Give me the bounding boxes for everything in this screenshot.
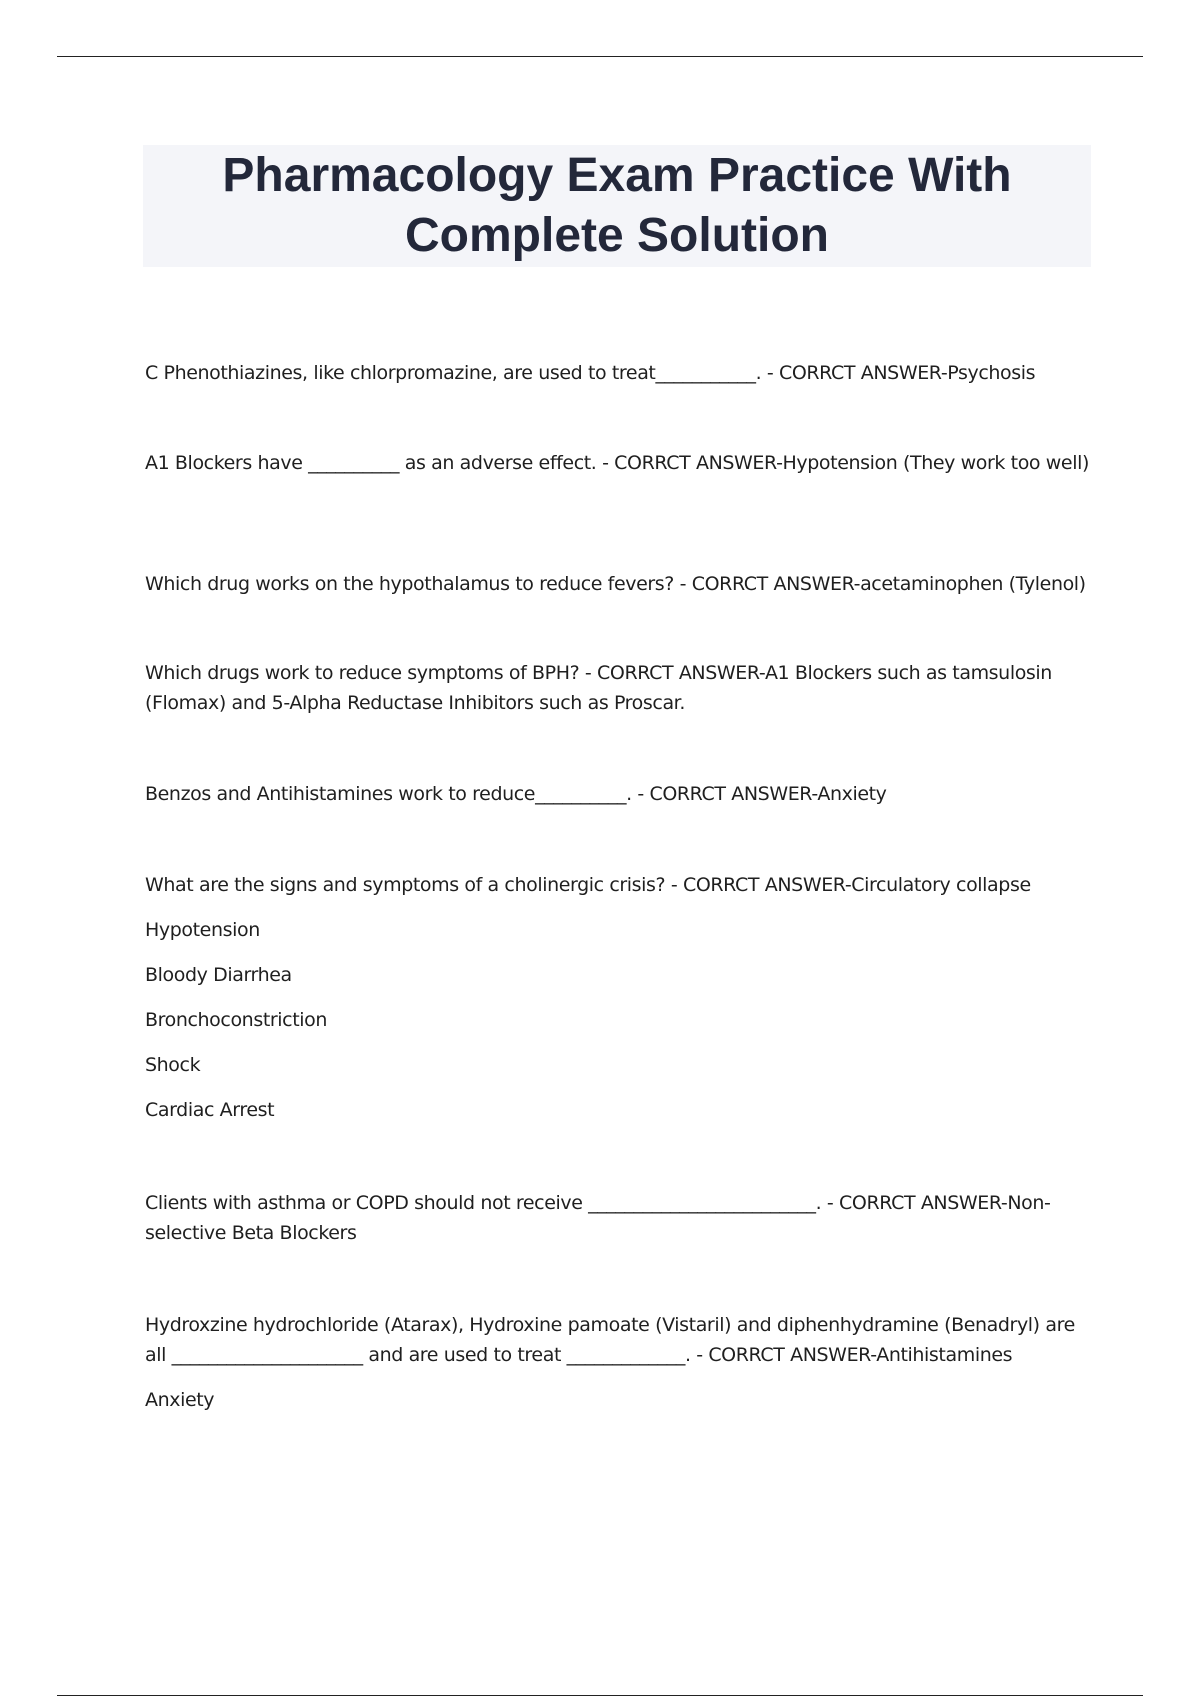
qa-text: Benzos and Antihistamines work to reduce__________. - CORRCT ANSWER-Anxiety <box>145 783 887 805</box>
qa-item <box>145 358 1095 388</box>
qa-item <box>145 658 1095 718</box>
qa-text: Which drug works on the hypothalamus to reduce fevers? - CORRCT ANSWER-acetaminophen (Tylenol) <box>145 573 1086 595</box>
qa-item <box>145 1310 1095 1415</box>
qa-text: Hydroxzine hydrochloride (Atarax), Hydroxine pamoate (Vistaril) and diphenhydramine (Benadryl) are all _____________________ and are used to treat _____________. - CORRCT ANSWER-Antihistamines <box>145 1314 1075 1366</box>
title-line-1: Pharmacology Exam Practice With <box>222 149 1012 202</box>
title-line-2: Complete Solution <box>405 209 829 262</box>
bottom-rule <box>57 1695 1143 1696</box>
answer-line: Cardiac Arrest <box>145 1099 275 1121</box>
qa-item <box>145 1188 1095 1248</box>
qa-text: C Phenothiazines, like chlorpromazine, are used to treat___________. - CORRCT ANSWER-Psychosis <box>145 362 1036 384</box>
qa-text: What are the signs and symptoms of a cholinergic crisis? - CORRCT ANSWER-Circulatory collapse <box>145 874 1031 896</box>
answer-line: Bronchoconstriction <box>145 1009 328 1031</box>
qa-item <box>145 779 1095 809</box>
answer-line: Shock <box>145 1054 201 1076</box>
qa-text: Clients with asthma or COPD should not receive _________________________. - CORRCT ANSWER-Non-selective Beta Blockers <box>145 1192 1051 1244</box>
answer-line: Bloody Diarrhea <box>145 964 292 986</box>
qa-item <box>145 870 1095 1125</box>
qa-text: Which drugs work to reduce symptoms of BPH? - CORRCT ANSWER-A1 Blockers such as tamsulosin (Flomax) and 5-Alpha Reductase Inhibitors such as Proscar. <box>145 662 1052 714</box>
qa-item <box>145 448 1095 478</box>
qa-item <box>145 569 1095 599</box>
qa-text: A1 Blockers have __________ as an adverse effect. - CORRCT ANSWER-Hypotension (They work too well) <box>145 452 1089 474</box>
document-title <box>143 145 1091 267</box>
top-rule <box>57 56 1143 57</box>
answer-line: Hypotension <box>145 919 260 941</box>
answer-line: Anxiety <box>145 1389 215 1411</box>
